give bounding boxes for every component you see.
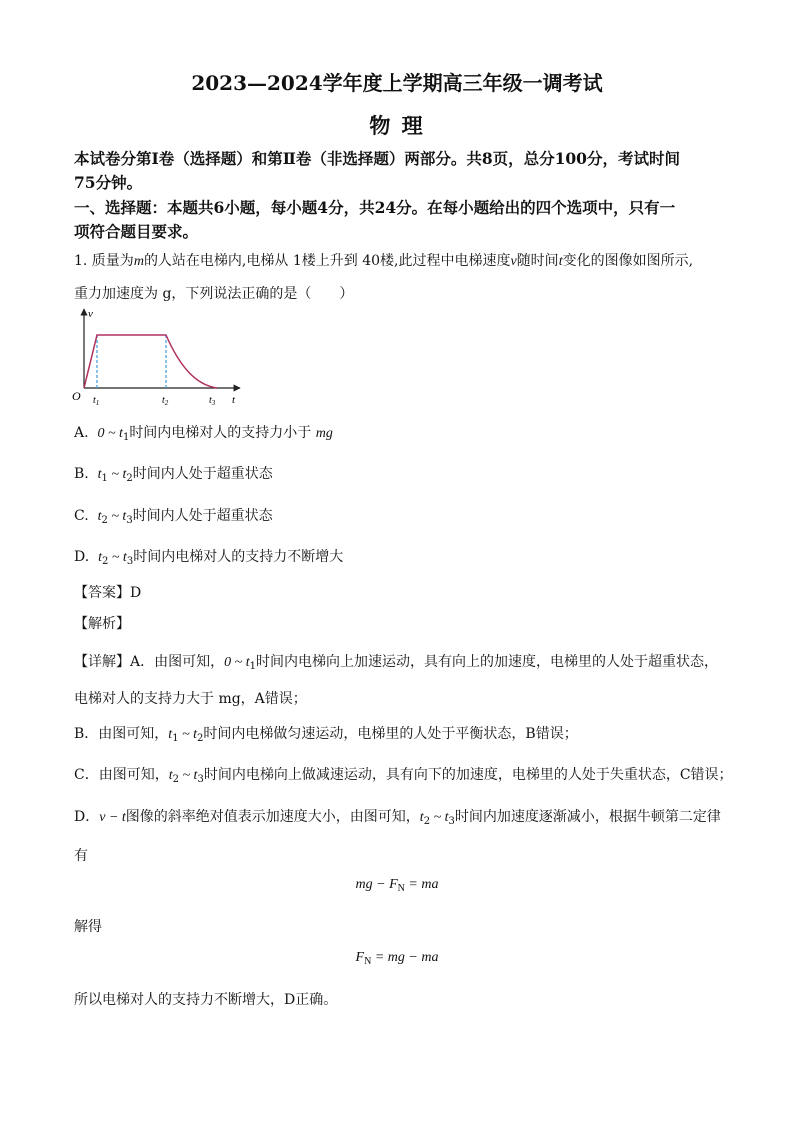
tick-label-t3: $t_3$: [209, 395, 216, 407]
formula-support-force: $F_N$ = mg − ma: [355, 950, 439, 967]
explanation-d-line-2: 有: [74, 848, 88, 864]
velocity-curve: [84, 335, 217, 388]
solve-label: 解得: [74, 919, 102, 935]
explanation-a-line-2: 电梯对人的支持力大于 mg，A错误；: [74, 691, 307, 707]
subject-title: 物 理: [369, 113, 425, 138]
section-heading-line-1: 一、选择题：本题共6小题，每小题4分，共24分。在每小题给出的四个选项中，只有一: [74, 198, 676, 217]
answer-label: 【答案】: [74, 585, 130, 601]
option-c: C. $t_2$ ~ $t_3$时间内人处于超重状态: [74, 508, 273, 526]
question-stem-line-1: 1. 质量为m的人站在电梯内,电梯从 1楼上升到 40楼,此过程中电梯速度v随时间t变化的图像如图所示,: [74, 253, 694, 269]
conclusion-line: 所以电梯对人的支持力不断增大，D正确。: [74, 992, 338, 1008]
intro-line-1: 本试卷分第Ⅰ卷（选择题）和第Ⅱ卷（非选择题）两部分。共8页，总分100分，考试时间: [74, 149, 680, 168]
answer-value: D: [130, 585, 142, 601]
origin-label: O: [72, 389, 81, 403]
x-axis-label: t: [232, 394, 236, 406]
explanation-b: B．由图可知，$t_1$ ~ $t_2$时间内电梯做匀速运动，电梯里的人处于平衡状态，B错误；: [74, 726, 578, 744]
formula-newton-second-law: mg − $F_N$ = ma: [355, 877, 439, 894]
tick-label-t2: $t_2$: [162, 395, 169, 407]
question-stem-line-2: 重力加速度为 g，下列说法正确的是（ ）: [74, 286, 354, 302]
exam-title: 2023—2024学年度上学期高三年级一调考试: [191, 71, 603, 95]
answer-line: [74, 582, 141, 602]
tick-label-t1: $t_1$: [93, 395, 100, 407]
section-heading-line-2: 项符合题目要求。: [74, 222, 199, 241]
option-b: B. $t_1$ ~ $t_2$时间内人处于超重状态: [74, 466, 273, 484]
option-d: D. $t_2$ ~ $t_3$时间内电梯对人的支持力不断增大: [74, 549, 344, 567]
analysis-label: 【解析】: [74, 616, 130, 632]
explanation-c: C．由图可知，$t_2$ ~ $t_3$时间内电梯向上做减速运动，具有向下的加速度，电梯里的人处于失重状态，C错误；: [74, 767, 733, 785]
velocity-time-graph: [72, 305, 247, 410]
explanation-d-line-1: D．v − t图像的斜率绝对值表示加速度大小，由图可知，$t_2$ ~ $t_3$时间内加速度逐渐减小，根据牛顿第二定律: [74, 809, 721, 827]
intro-line-2: 75分钟。: [74, 173, 143, 192]
option-a: A. 0 ~ $t_1$时间内电梯对人的支持力小于 mg: [74, 425, 333, 443]
explanation-a-line-1: 【详解】A．由图可知，0 ~ $t_1$时间内电梯向上加速运动，具有向上的加速度，电梯里的人处于超重状态，: [74, 654, 718, 672]
y-axis-label: v: [88, 308, 93, 320]
